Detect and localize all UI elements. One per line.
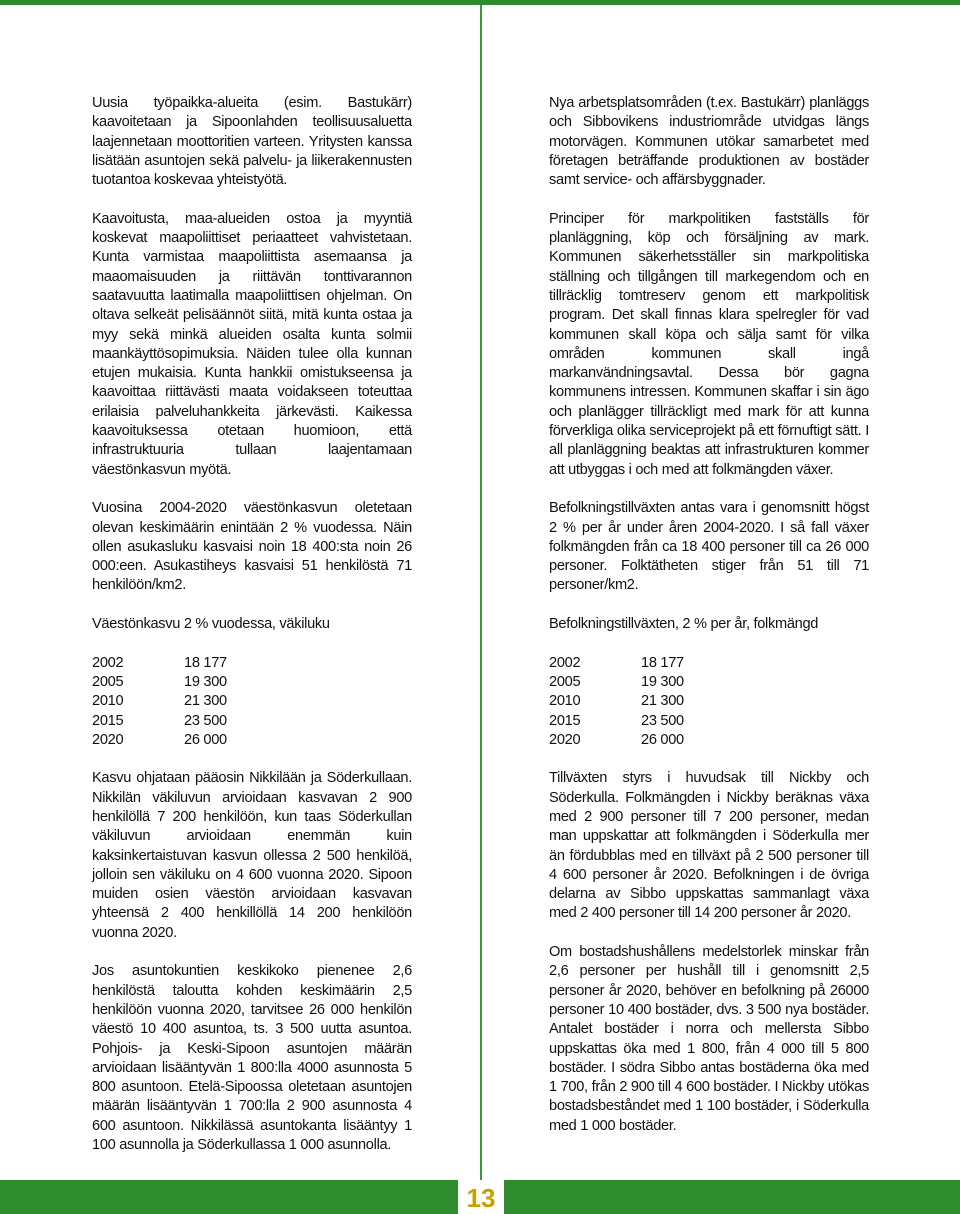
year-cell: 2005 bbox=[549, 673, 581, 690]
sv-paragraph-4: Tillväxten styrs i huvudsak till Nickby och Söderkulla. Folkmängden i Nickby beräknas växa med 2 900 personer till 7 200 personer, medan man uppskattar att folkmängden i Söderkulla mer än fördubblas med en tillväxt på 2 500 personer till 4 600 personer år 2020. Befolkningen i de övriga delarna av Sibbo uppskattas sammanlagt växa med 2 400 personer till 14 200 personer år 2020. bbox=[549, 770, 869, 922]
year-cell: 2002 bbox=[92, 654, 124, 671]
value-cell: 26 000 bbox=[641, 731, 684, 748]
table-row bbox=[549, 731, 869, 750]
table-row bbox=[549, 654, 869, 673]
value-cell: 21 300 bbox=[184, 693, 227, 710]
fi-paragraph-4: Kasvu ohjataan pääosin Nikkilään ja Söderkullaan. Nikkilän väkiluvun arvioidaan kasvavan 2 900 henkilöllä 7 200 henkilöön, kun taas Söderkullan väkiluvun arvioidaan enemmän kuin kaksinkertaistuvan kasvun ollessa 2 500 henkilöä, jolloin sen väkiluku on 4 600 vuonna 2020. Sipoon muiden osien väestön arvioidaan kasvavan yhteensä 2 400 henkillöllä 14 200 henkilöön vuonna 2020. bbox=[92, 770, 412, 941]
table-row bbox=[92, 692, 412, 711]
sv-paragraph-5: Om bostadshushållens medelstorlek minskar från 2,6 personer per hushåll till i genomsnitt 2,5 personer år 2020, behöver en befolkning på 26000 personer 10 400 bostäder, dvs. 3 500 nya bostäder. Antalet bostäder i norra och mellersta Sibbo uppskattas öka med 1 800, från 4 000 till 5 800 bostäder. I södra Sibbo antas bostäderna öka med 1 700, från 2 900 till 4 600 bostäder. I Nickby utökas bostadsbeståndet med 1 100 bostäder, i Söderkulla med 1 000 bostäder. bbox=[549, 944, 869, 1134]
fi-paragraph-5: Jos asuntokuntien keskikoko pienenee 2,6 henkilöstä taloutta kohden keskimäärin 2,5 henkilöön vuonna 2020, tarvitsee 26 000 henkilön väestö 10 400 asuntoa, ts. 3 500 uutta asuntoa. Pohjois- ja Keski-Sipoon asuntojen määrän arvioidaan lisääntyvän 1 800:lla 4000 asunnosta 5 800 asuntoon. Etelä-Sipoossa oletetaan asuntojen määrän lisääntyvän 1 700:lla 2 900 asunnosta 4 600 asuntoon. Nikkilässä asuntokanta lisääntyy 1 100 asunnolla ja Söderkullassa 1 000 asunnolla. bbox=[92, 963, 412, 1154]
sv-population-table bbox=[549, 654, 869, 750]
finnish-column bbox=[92, 94, 412, 1175]
year-cell: 2015 bbox=[549, 712, 581, 729]
table-row bbox=[92, 712, 412, 731]
year-cell: 2002 bbox=[549, 654, 581, 671]
value-cell: 26 000 bbox=[184, 731, 227, 748]
table-row bbox=[92, 731, 412, 750]
swedish-column bbox=[549, 94, 869, 1155]
sv-paragraph-1: Nya arbetsplatsområden (t.ex. Bastukärr) planläggs och Sibbovikens industriområde utvidgas längs motorvägen. Kommunen utökar samarbetet med företagen beträffande produktionen av bostäder samt service- och affärsbyggnader. bbox=[549, 95, 869, 189]
year-cell: 2020 bbox=[549, 731, 581, 748]
year-cell: 2005 bbox=[92, 673, 124, 690]
value-cell: 19 300 bbox=[184, 673, 227, 690]
table-row bbox=[549, 673, 869, 692]
value-cell: 23 500 bbox=[184, 712, 227, 729]
fi-paragraph-2: Kaavoitusta, maa-alueiden ostoa ja myyntiä koskevat maapoliittiset periaatteet vahvistetaan. Kunta varmistaa maapoliittista asemaansa ja maaomaisuuden ja riittävän tonttivarannon saatavuutta laatimalla maapoliittisen ohjelman. On oltava selkeät pelisäännöt siitä, mitä kunta ostaa ja myy sekä minkä alueiden osalta kunta solmii maankäyttösopimuksia. Näiden tulee olla kunnan etujen mukaisia. Kunta hankkii omistukseensa ja kaavoittaa riittävästi maata voidakseen toteuttaa erilaisia palveluhankkeita järkevästi. Kaikessa kaavoituksessa otetaan huomioon, että infrastruktuuria tullaan laajentamaan väestönkasvun myötä. bbox=[92, 210, 412, 478]
value-cell: 18 177 bbox=[184, 654, 227, 671]
sv-table-caption: Befolkningstillväxten, 2 % per år, folkmängd bbox=[549, 616, 819, 633]
value-cell: 21 300 bbox=[641, 693, 684, 710]
table-row bbox=[92, 654, 412, 673]
year-cell: 2020 bbox=[92, 731, 124, 748]
year-cell: 2010 bbox=[92, 693, 124, 710]
value-cell: 19 300 bbox=[641, 673, 684, 690]
fi-paragraph-1: Uusia työpaikka-alueita (esim. Bastukärr) kaavoitetaan ja Sipoonlahden teollisuusaluetta laajennetaan moottoritien varteen. Yritysten kanssa lisätään asuntojen sekä palvelu- ja liikerakennusten tuotantoa koskevaa yhteistyötä. bbox=[92, 95, 412, 189]
value-cell: 23 500 bbox=[641, 712, 684, 729]
sv-paragraph-2: Principer för markpolitiken fastställs för planläggning, köp och försäljning av mark. Kommunen säkerhetsställer sin markpolitiska ställning och tillgången till markegendom och en tillräcklig tomtreserv genom ett markpolitisk program. Det skall finnas klara spelregler för vad kommunen skall köpa och sälja samt för vilka områden kommunen skall ingå markanvändningsavtal. Dessa bör gagna kommunens intressen. Kommunen skaffar i sin ägo och planlägger tillräckligt med mark för att kunna förverkliga olika serviceprojekt på ett förnuftigt sätt. I all planläggning beaktas att infrastrukturen kommer att utbyggas i och med att folkmängden växer. bbox=[549, 210, 869, 478]
value-cell: 18 177 bbox=[641, 654, 684, 671]
table-row bbox=[549, 692, 869, 711]
fi-paragraph-3: Vuosina 2004-2020 väestönkasvun oletetaan olevan keskimäärin enintään 2 % vuodessa. Näin ollen asukasluku kasvaisi noin 18 400:sta noin 26 000:een. Asukastiheys kasvaisi 51 henkilöstä 71 henkilöön/km2. bbox=[92, 500, 412, 594]
fi-population-table bbox=[92, 654, 412, 750]
year-cell: 2010 bbox=[549, 693, 581, 710]
table-row bbox=[549, 712, 869, 731]
column-divider bbox=[480, 5, 482, 1180]
table-row bbox=[92, 673, 412, 692]
page-number: 13 bbox=[466, 1183, 496, 1213]
sv-paragraph-3: Befolkningstillväxten antas vara i genomsnitt högst 2 % per år under åren 2004-2020. I så fall växer folkmängden från ca 18 400 personer till ca 26 000 personer. Folktätheten stiger från 51 till 71 personer/km2. bbox=[549, 500, 869, 594]
fi-table-caption: Väestönkasvu 2 % vuodessa, väkiluku bbox=[92, 616, 330, 633]
year-cell: 2015 bbox=[92, 712, 124, 729]
